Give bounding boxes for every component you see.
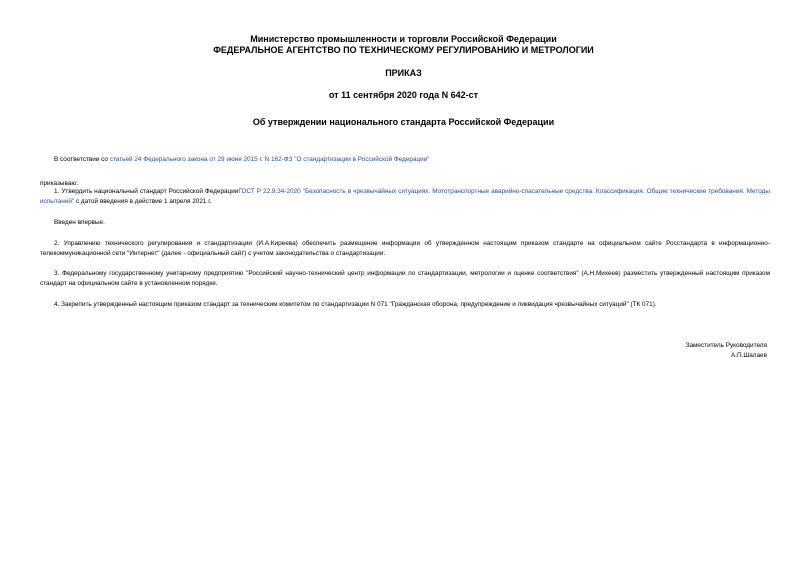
first-introduced-note: Введен впервые.: [54, 219, 105, 226]
item-2-paragraph: 2. Управлению технического регулирования и стандартизации (И.А.Киреева) обеспечить размещение информации об утвержденном настоящим приказом стандарте на официальном сайте Росстандарта в информационно-телекоммуникационной сети "Интернет" (далее - официальный сайт) с учетом законодательства о стандартизации.: [40, 240, 770, 257]
intro-prefix: В соответствии со: [54, 156, 110, 163]
date-number: от 11 сентября 2020 года N 642-ст: [328, 90, 479, 100]
agency-heading: ФЕДЕРАЛЬНОЕ АГЕНТСТВО ПО ТЕХНИЧЕСКОМУ РЕГУЛИРОВАНИЮ И МЕТРОЛОГИИ: [213, 45, 594, 55]
item-1-prefix: 1. Утвердить национальный стандарт Российской Федерации: [54, 188, 239, 195]
gost-standard-link[interactable]: ГОСТ Р 22.9.34-2020 "Безопасность в чрезвычайных ситуациях. Мототранспортные аварийно-спасательные средства. Классификация. Общие технические требования. Методы испытаний": [40, 188, 770, 205]
signatory-name: А.П.Шалаев: [730, 352, 767, 359]
item-3-paragraph: 3. Федеральному государственному унитарному предприятию "Российский научно-технический центр информации по стандартизации, метрологии и оценке соответствия" (А.Н.Михеев) разместить утвержденный настоящим приказом стандарт на официальном сайте в установленном порядке.: [40, 270, 770, 287]
item-4-paragraph: 4. Закрепить утвержденный настоящим приказом стандарт за техническим комитетом по стандартизации N 071 "Гражданская оборона, предупреждение и ликвидация чрезвычайных ситуаций" (ТК 071).: [54, 301, 657, 308]
ministry-heading: Министерство промышленности и торговли Российской Федерации: [250, 34, 557, 44]
signatory-title: Заместитель Руководителя: [685, 342, 767, 349]
federal-law-link[interactable]: статьей 24 Федерального закона от 29 июня 2015 г. N 162-ФЗ "О стандартизации в Российской Федерации": [109, 156, 430, 163]
decree-text: приказываю:: [40, 180, 78, 187]
item-1-paragraph: [40, 187, 770, 206]
item-1-suffix: с датой введения в действие 1 апреля 2021 г.: [74, 197, 212, 205]
document-type: ПРИКАЗ: [385, 68, 422, 78]
document-subject: Об утверждении национального стандарта Российской Федерации: [252, 117, 555, 127]
intro-paragraph: [40, 155, 770, 165]
